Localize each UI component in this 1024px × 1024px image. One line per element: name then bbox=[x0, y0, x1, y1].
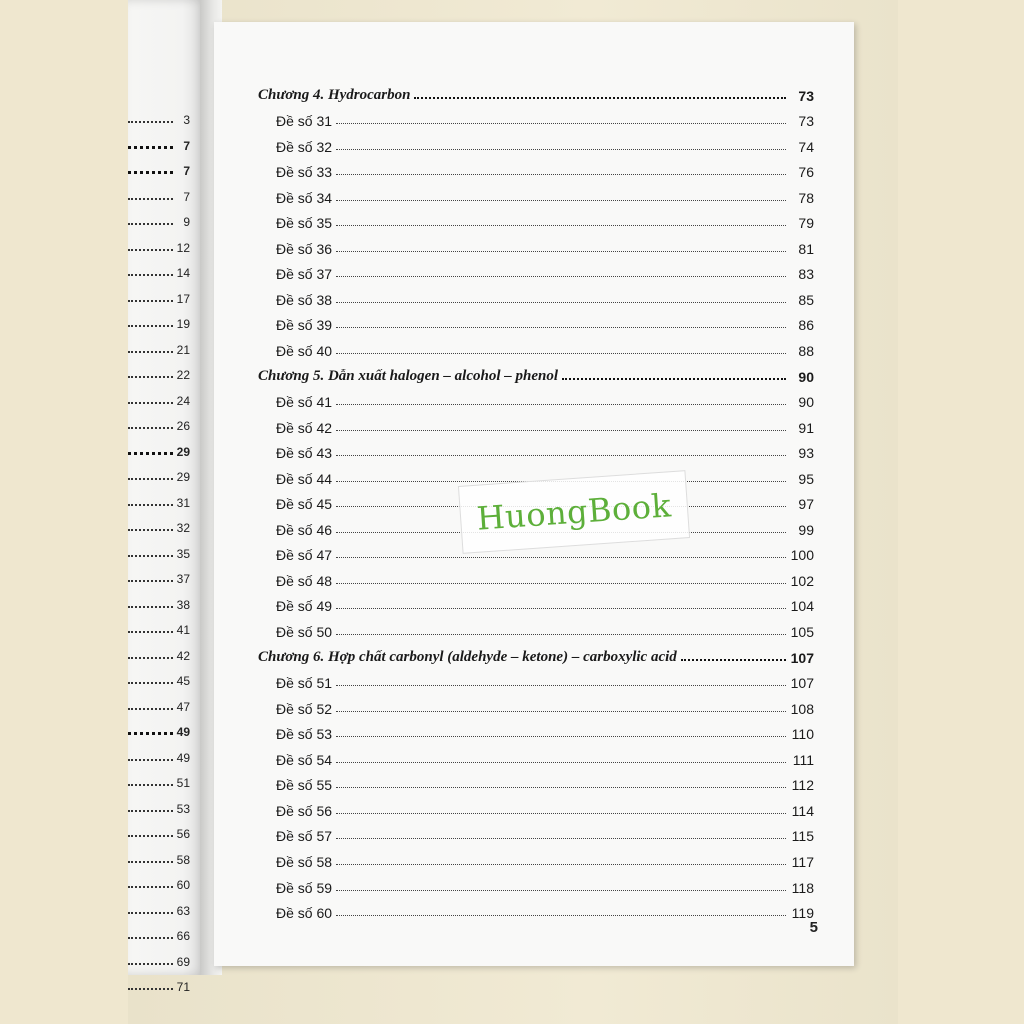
dot-leader bbox=[681, 658, 786, 661]
left-toc-page-number: 56 bbox=[176, 827, 190, 841]
toc-page-number: 85 bbox=[798, 291, 814, 308]
dot-leader bbox=[128, 273, 173, 276]
toc-item-row bbox=[258, 206, 814, 232]
dot-leader bbox=[128, 885, 173, 888]
dot-leader bbox=[336, 173, 786, 175]
dot-leader bbox=[128, 834, 173, 837]
left-toc-page-number: 19 bbox=[176, 317, 190, 331]
dot-leader bbox=[128, 503, 173, 506]
dot-leader bbox=[336, 429, 786, 431]
dot-leader bbox=[336, 710, 786, 712]
toc-page-number: 99 bbox=[798, 521, 814, 538]
left-toc-row bbox=[128, 898, 190, 918]
exam-title: Đề số 39 bbox=[276, 317, 333, 334]
toc-page-number: 79 bbox=[798, 215, 814, 232]
dot-leader bbox=[336, 454, 786, 456]
exam-title: Đề số 45 bbox=[276, 496, 333, 513]
toc-page-number: 73 bbox=[798, 113, 814, 130]
toc-chapter-row bbox=[258, 640, 814, 666]
left-toc-page-number: 42 bbox=[176, 648, 190, 663]
left-toc-row bbox=[128, 770, 190, 790]
toc-page-number: 90 bbox=[798, 368, 814, 385]
left-toc-row bbox=[128, 286, 190, 306]
toc-page-number: 76 bbox=[798, 164, 814, 181]
left-toc-row bbox=[128, 515, 190, 535]
toc-item-row bbox=[258, 691, 814, 717]
toc-item-row bbox=[258, 742, 814, 768]
chapter-title: Chương 6. Hợp chất carbonyl (aldehyde – ketone) – carboxylic acid bbox=[258, 648, 677, 665]
exam-title: Đề số 53 bbox=[276, 726, 333, 743]
toc-item-row bbox=[258, 614, 814, 640]
left-toc-page-number: 63 bbox=[176, 903, 190, 918]
left-toc-row bbox=[128, 643, 190, 663]
toc-item-row bbox=[258, 231, 814, 257]
left-toc-page-number: 9 bbox=[183, 215, 190, 229]
dot-leader bbox=[336, 812, 786, 814]
dot-leader bbox=[336, 301, 786, 303]
left-toc-row bbox=[128, 974, 190, 994]
toc-page-number: 119 bbox=[791, 905, 814, 922]
dot-leader bbox=[128, 962, 173, 965]
left-toc-row bbox=[128, 260, 190, 280]
toc-page-number: 73 bbox=[798, 87, 814, 104]
left-toc-row bbox=[128, 388, 190, 408]
dot-leader bbox=[128, 375, 173, 378]
left-toc-row bbox=[128, 821, 190, 841]
dot-leader bbox=[128, 299, 173, 302]
toc-item-row bbox=[258, 282, 814, 308]
left-toc-page-number: 35 bbox=[176, 546, 190, 561]
dot-leader bbox=[128, 783, 173, 786]
left-toc-row bbox=[128, 541, 190, 561]
left-toc-page-number: 49 bbox=[176, 725, 190, 739]
dot-leader bbox=[128, 477, 173, 480]
toc-page-number: 108 bbox=[790, 700, 814, 717]
exam-title: Đề số 32 bbox=[276, 138, 333, 155]
dot-leader bbox=[128, 528, 173, 531]
toc-item-row bbox=[258, 436, 814, 462]
left-toc-page-number: 60 bbox=[176, 878, 190, 892]
dot-leader bbox=[414, 96, 786, 99]
dot-leader bbox=[128, 656, 173, 659]
toc-item-row bbox=[258, 129, 814, 155]
exam-title: Đề số 41 bbox=[276, 394, 333, 411]
dot-leader bbox=[128, 860, 173, 863]
exam-title: Đề số 57 bbox=[276, 828, 333, 845]
dot-leader bbox=[128, 120, 173, 123]
left-toc-page-number: 47 bbox=[176, 699, 190, 714]
dot-leader bbox=[128, 248, 173, 251]
left-toc-row bbox=[128, 464, 190, 484]
toc-page-number: 107 bbox=[790, 649, 814, 666]
exam-title: Đề số 47 bbox=[276, 547, 333, 564]
dot-leader bbox=[128, 605, 173, 608]
toc-page-number: 74 bbox=[798, 138, 814, 155]
dot-leader bbox=[128, 145, 173, 149]
exam-title: Đề số 58 bbox=[276, 853, 333, 870]
dot-leader bbox=[128, 324, 173, 327]
exam-title: Đề số 34 bbox=[276, 189, 333, 206]
dot-leader bbox=[128, 809, 173, 812]
left-toc-page-number: 45 bbox=[176, 674, 190, 688]
left-toc-row bbox=[128, 107, 190, 127]
left-toc-row bbox=[128, 847, 190, 867]
dot-leader bbox=[336, 275, 786, 277]
dot-leader bbox=[128, 707, 173, 710]
exam-title: Đề số 43 bbox=[276, 445, 333, 462]
dot-leader bbox=[336, 148, 786, 150]
toc-item-row bbox=[258, 768, 814, 794]
exam-title: Đề số 44 bbox=[276, 470, 333, 487]
left-toc-page-number: 66 bbox=[176, 929, 190, 943]
toc-item-row bbox=[258, 563, 814, 589]
dot-leader bbox=[128, 197, 173, 200]
exam-title: Đề số 33 bbox=[276, 164, 333, 181]
left-toc-row bbox=[128, 158, 190, 178]
dot-leader bbox=[128, 451, 173, 455]
toc-page-number: 81 bbox=[798, 240, 814, 257]
left-toc-page-number: 31 bbox=[176, 495, 190, 510]
dot-leader bbox=[336, 352, 786, 354]
toc-page-number: 117 bbox=[791, 853, 814, 870]
dot-leader bbox=[128, 936, 173, 939]
left-toc-page-number: 29 bbox=[176, 470, 190, 484]
left-toc-row bbox=[128, 490, 190, 510]
dot-leader bbox=[336, 122, 786, 124]
left-toc-page-number: 51 bbox=[176, 776, 190, 790]
left-toc-row bbox=[128, 566, 190, 586]
dot-leader bbox=[128, 911, 173, 914]
left-toc-page-number: 49 bbox=[176, 750, 190, 765]
toc-chapter-row bbox=[258, 359, 814, 385]
left-toc-page-number: 17 bbox=[176, 291, 190, 306]
dot-leader bbox=[336, 326, 786, 328]
chapter-title: Chương 5. Dẫn xuất halogen – alcohol – phenol bbox=[258, 367, 559, 384]
dot-leader bbox=[128, 554, 173, 557]
left-toc-page-number: 7 bbox=[183, 164, 190, 178]
toc-page-number: 112 bbox=[791, 777, 814, 794]
exam-title: Đề số 46 bbox=[276, 521, 333, 538]
left-toc-row bbox=[128, 617, 190, 637]
exam-title: Đề số 52 bbox=[276, 700, 333, 717]
dot-leader bbox=[336, 786, 786, 788]
left-toc-row bbox=[128, 592, 190, 612]
dot-leader bbox=[128, 731, 173, 735]
watermark-text: HuongBook bbox=[475, 486, 673, 538]
left-toc-row bbox=[128, 872, 190, 892]
dot-leader bbox=[128, 630, 173, 633]
dot-leader bbox=[336, 250, 786, 252]
left-toc-row bbox=[128, 719, 190, 739]
left-toc-row bbox=[128, 184, 190, 204]
toc-item-row bbox=[258, 410, 814, 436]
left-toc-row bbox=[128, 949, 190, 969]
toc-page-number: 118 bbox=[791, 879, 814, 896]
exam-title: Đề số 49 bbox=[276, 598, 333, 615]
toc-page-number: 83 bbox=[798, 266, 814, 283]
left-toc-page-number: 24 bbox=[176, 393, 190, 408]
left-toc-row bbox=[128, 337, 190, 357]
left-toc-page-number: 21 bbox=[176, 342, 190, 357]
dot-leader bbox=[128, 987, 173, 990]
left-toc-row bbox=[128, 923, 190, 943]
dot-leader bbox=[128, 401, 173, 404]
exam-title: Đề số 60 bbox=[276, 905, 333, 922]
left-toc-row bbox=[128, 133, 190, 153]
toc-page-number: 111 bbox=[792, 751, 814, 768]
toc-item-row bbox=[258, 666, 814, 692]
exam-title: Đề số 37 bbox=[276, 266, 333, 283]
toc-item-row bbox=[258, 896, 814, 922]
toc-item-row bbox=[258, 717, 814, 743]
left-toc-page-number: 12 bbox=[176, 240, 190, 255]
left-toc-row bbox=[128, 235, 190, 255]
left-toc-page-number: 14 bbox=[176, 266, 190, 280]
left-toc-row bbox=[128, 439, 190, 459]
dot-leader bbox=[128, 170, 173, 174]
toc-page-number: 110 bbox=[791, 726, 814, 743]
dot-leader bbox=[336, 863, 786, 865]
dot-leader bbox=[336, 556, 786, 558]
exam-title: Đề số 38 bbox=[276, 291, 333, 308]
left-toc-page-number: 37 bbox=[176, 572, 190, 586]
toc-page-number: 93 bbox=[798, 445, 814, 462]
dot-leader bbox=[336, 889, 786, 891]
left-toc-page-number: 7 bbox=[183, 138, 190, 153]
left-toc-row bbox=[128, 362, 190, 382]
toc-item-row bbox=[258, 385, 814, 411]
exam-title: Đề số 54 bbox=[276, 751, 333, 768]
left-toc-page-number: 32 bbox=[176, 521, 190, 535]
toc-page-number: 107 bbox=[790, 675, 814, 692]
dot-leader bbox=[128, 350, 173, 353]
toc-item-row bbox=[258, 180, 814, 206]
page-number: 5 bbox=[809, 919, 818, 936]
dot-leader bbox=[128, 426, 173, 429]
left-toc-page-number: 38 bbox=[176, 597, 190, 612]
dot-leader bbox=[336, 914, 786, 916]
left-toc-row bbox=[128, 311, 190, 331]
toc-item-row bbox=[258, 257, 814, 283]
left-toc-page-number: 41 bbox=[176, 623, 190, 637]
dot-leader bbox=[336, 403, 786, 405]
left-toc-row bbox=[128, 796, 190, 816]
exam-title: Đề số 59 bbox=[276, 879, 333, 896]
dot-leader bbox=[128, 758, 173, 761]
toc-page-number: 86 bbox=[798, 317, 814, 334]
toc-page-number: 104 bbox=[790, 598, 814, 615]
toc-item-row bbox=[258, 104, 814, 130]
toc-page-number: 90 bbox=[798, 394, 814, 411]
left-toc-row bbox=[128, 694, 190, 714]
dot-leader bbox=[128, 222, 173, 225]
exam-title: Đề số 35 bbox=[276, 215, 333, 232]
left-toc-page-number: 29 bbox=[176, 444, 190, 459]
dot-leader bbox=[336, 224, 786, 226]
left-toc-page-number: 53 bbox=[176, 801, 190, 816]
toc-item-row bbox=[258, 589, 814, 615]
exam-title: Đề số 42 bbox=[276, 419, 333, 436]
left-toc-row bbox=[128, 668, 190, 688]
left-toc-page-number: 3 bbox=[183, 113, 190, 127]
left-toc-page-number: 7 bbox=[183, 189, 190, 204]
toc-item-row bbox=[258, 793, 814, 819]
toc-item-row bbox=[258, 308, 814, 334]
exam-title: Đề số 56 bbox=[276, 802, 333, 819]
toc-page-number: 95 bbox=[798, 470, 814, 487]
dot-leader bbox=[336, 607, 786, 609]
dot-leader bbox=[336, 684, 786, 686]
toc-page-number: 78 bbox=[798, 189, 814, 206]
exam-title: Đề số 55 bbox=[276, 777, 333, 794]
dot-leader bbox=[336, 837, 786, 839]
dot-leader bbox=[336, 633, 786, 635]
left-toc-row bbox=[128, 413, 190, 433]
left-toc-page-number: 58 bbox=[176, 852, 190, 867]
exam-title: Đề số 50 bbox=[276, 624, 333, 641]
toc-page-number: 105 bbox=[790, 624, 814, 641]
toc-item-row bbox=[258, 870, 814, 896]
left-toc-page-number: 26 bbox=[176, 419, 190, 433]
chapter-title: Chương 4. Hydrocarbon bbox=[258, 86, 411, 103]
toc-item-row bbox=[258, 819, 814, 845]
left-toc-row bbox=[128, 209, 190, 229]
toc-item-row bbox=[258, 155, 814, 181]
left-toc-page-number: 22 bbox=[176, 368, 190, 382]
toc-page-number: 102 bbox=[790, 572, 814, 589]
dot-leader bbox=[128, 579, 173, 582]
toc-page-number: 91 bbox=[798, 419, 814, 436]
toc-page-number: 115 bbox=[791, 828, 814, 845]
dot-leader bbox=[336, 582, 786, 584]
toc-page-number: 114 bbox=[791, 802, 814, 819]
toc-item-row bbox=[258, 333, 814, 359]
toc-item-row bbox=[258, 844, 814, 870]
dot-leader bbox=[128, 681, 173, 684]
dot-leader bbox=[562, 377, 786, 380]
exam-title: Đề số 36 bbox=[276, 240, 333, 257]
exam-title: Đề số 31 bbox=[276, 113, 333, 130]
exam-title: Đề số 40 bbox=[276, 343, 333, 360]
dot-leader bbox=[336, 735, 786, 737]
left-page bbox=[128, 0, 206, 994]
dot-leader bbox=[336, 199, 786, 201]
toc-chapter-row bbox=[258, 78, 814, 104]
toc-page-number: 100 bbox=[790, 547, 814, 564]
left-toc-row bbox=[128, 745, 190, 765]
toc-page-number: 97 bbox=[798, 496, 814, 513]
toc-page-number: 88 bbox=[798, 343, 814, 360]
exam-title: Đề số 48 bbox=[276, 572, 333, 589]
exam-title: Đề số 51 bbox=[276, 675, 333, 692]
dot-leader bbox=[336, 761, 786, 763]
left-toc-page-number: 71 bbox=[176, 980, 190, 994]
left-toc-page-number: 69 bbox=[176, 954, 190, 969]
